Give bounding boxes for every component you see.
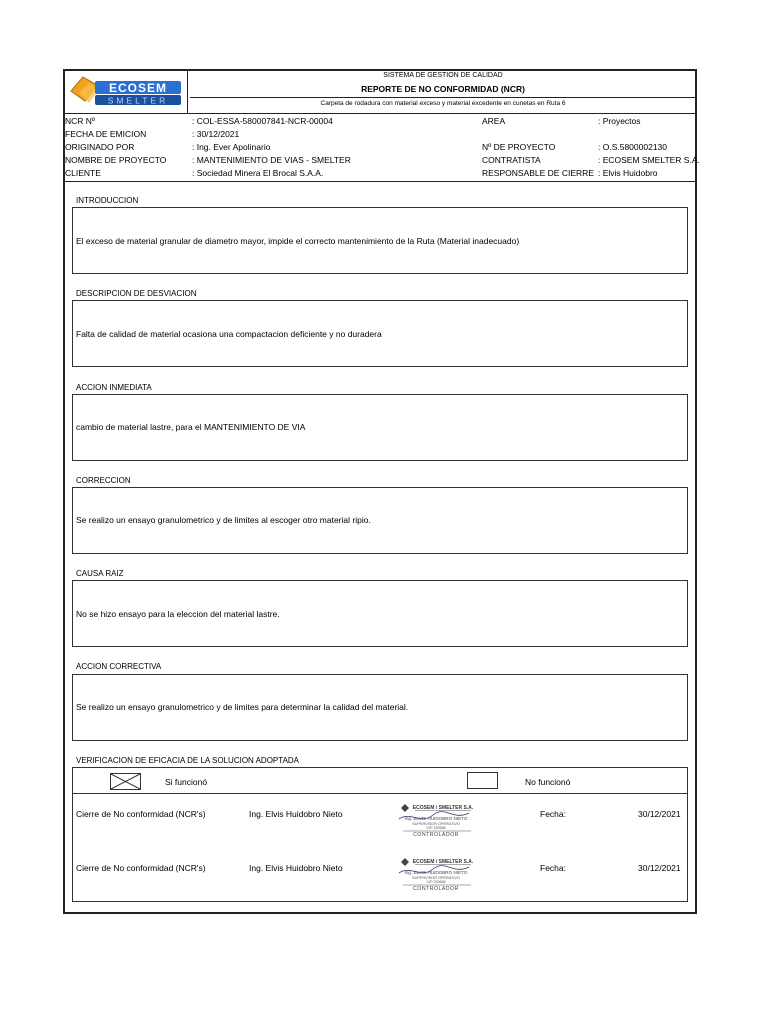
verification-title: VERIFICACION DE EFICACIA DE LA SOLUCION ADOPTADA <box>76 756 300 765</box>
info-value-contratista: : ECOSEM SMELTER S.A. <box>598 155 700 165</box>
title-divider <box>190 97 697 98</box>
info-label-nro-proyecto: Nº DE PROYECTO <box>482 142 556 152</box>
info-value-originado: : Ing. Ever Apolinario <box>192 142 271 152</box>
closure-name-1: Ing. Elvis Huidobro Nieto <box>249 809 343 819</box>
report-title: REPORTE DE NO CONFORMIDAD (NCR) <box>361 84 525 94</box>
info-label-originado: ORIGINADO POR <box>65 142 135 152</box>
section-title-correccion: CORRECCION <box>76 476 131 485</box>
closure-date-label-1: Fecha: <box>540 809 566 819</box>
info-label-responsable: RESPONSABLE DE CIERRE <box>482 168 594 178</box>
logo-cell <box>65 71 188 113</box>
svg-text:CIP 220658: CIP 220658 <box>426 826 446 830</box>
worked-checkbox[interactable] <box>110 773 141 790</box>
section-text-descripcion: Falta de calidad de material ocasiona una compactacion deficiente y no duradera <box>76 329 382 339</box>
info-label-ncr: NCR Nº <box>65 116 96 126</box>
svg-text:ECOSEM / SMELTER S.A.: ECOSEM / SMELTER S.A. <box>412 805 474 811</box>
info-label-fecha: FECHA DE EMICION <box>65 129 147 139</box>
section-text-causa-raiz: No se hizo ensayo para la eleccion del material lastre. <box>76 609 280 619</box>
info-value-area: : Proyectos <box>598 116 641 126</box>
verification-box <box>72 767 688 902</box>
section-text-accion-inmediata: cambio de material lastre, para el MANTENIMIENTO DE VIA <box>76 422 306 432</box>
svg-text:Ing. ELVIS HUIDOBRO NIETO: Ing. ELVIS HUIDOBRO NIETO <box>404 870 468 875</box>
section-title-causa-raiz: CAUSA RAIZ <box>76 569 124 578</box>
section-text-introduccion: El exceso de material granular de diametro mayor, impide el correcto mantenimiento de la Ruta (Material inadecuado) <box>76 236 520 246</box>
worked-label: Si funcionó <box>165 777 208 787</box>
signature-stamp-1 <box>391 801 481 837</box>
system-title: SISTEMA DE GESTION DE CALIDAD <box>383 72 503 79</box>
not-worked-label: No funcionó <box>525 777 571 787</box>
section-title-descripcion: DESCRIPCION DE DESVIACION <box>76 289 197 298</box>
closure-name-2: Ing. Elvis Huidobro Nieto <box>249 863 343 873</box>
info-label-contratista: CONTRATISTA <box>482 155 541 165</box>
info-value-cliente: : Sociedad Minera El Brocal S.A.A. <box>192 168 324 178</box>
info-label-proyecto: NOMBRE DE PROYECTO <box>65 155 167 165</box>
svg-text:Ing. ELVIS HUIDOBRO NIETO: Ing. ELVIS HUIDOBRO NIETO <box>404 816 468 821</box>
section-text-correccion: Se realizo un ensayo granulometrico y de limites al escoger otro material ripio. <box>76 515 371 525</box>
closure-date-2: 30/12/2021 <box>638 863 681 873</box>
info-value-proyecto: : MANTENIMIENTO DE VIAS - SMELTER <box>192 155 351 165</box>
info-label-area: AREA <box>482 116 506 126</box>
info-value-fecha: : 30/12/2021 <box>192 129 240 139</box>
verification-divider <box>72 793 688 794</box>
report-subtitle: Carpeta de rodadura con material exceso y material excedente en cunetas en Ruta 6 <box>320 100 566 107</box>
svg-text:SUPERVISOR OPERATIVO: SUPERVISOR OPERATIVO <box>412 876 460 880</box>
svg-text:ECOSEM / SMELTER S.A.: ECOSEM / SMELTER S.A. <box>412 859 474 865</box>
info-value-ncr: : COL-ESSA-580007841-NCR-00004 <box>192 116 333 126</box>
logo-text-bottom: SMELTER <box>107 95 169 106</box>
section-title-introduccion: INTRODUCCION <box>76 196 139 205</box>
closure-label-2: Cierre de No conformidad (NCR's) <box>76 863 206 873</box>
company-logo <box>65 71 186 111</box>
info-value-responsable: : Elvis Huidobro <box>598 168 658 178</box>
checkbox-x-mark-icon <box>111 774 140 789</box>
closure-label-1: Cierre de No conformidad (NCR's) <box>76 809 206 819</box>
signature-stamp-2 <box>391 855 481 891</box>
svg-text:CONTROLADOR: CONTROLADOR <box>413 832 459 837</box>
closure-date-1: 30/12/2021 <box>638 809 681 819</box>
section-title-accion-correctiva: ACCION CORRECTIVA <box>76 662 162 671</box>
section-text-accion-correctiva: Se realizo un ensayo granulometrico y de limites para determinar la calidad del material. <box>76 702 409 712</box>
info-label-cliente: CLIENTE <box>65 168 101 178</box>
svg-text:CONTROLADOR: CONTROLADOR <box>413 886 459 891</box>
section-title-accion-inmediata: ACCION INMEDIATA <box>76 383 152 392</box>
not-worked-checkbox[interactable] <box>467 772 498 789</box>
info-value-nro-proyecto: : O.S.5800002130 <box>598 142 668 152</box>
closure-date-label-2: Fecha: <box>540 863 566 873</box>
info-divider <box>63 181 697 182</box>
svg-text:SUPERVISOR OPERATIVO: SUPERVISOR OPERATIVO <box>412 822 460 826</box>
svg-text:CIP 220658: CIP 220658 <box>426 880 446 884</box>
logo-text-top: ECOSEM <box>108 81 168 95</box>
